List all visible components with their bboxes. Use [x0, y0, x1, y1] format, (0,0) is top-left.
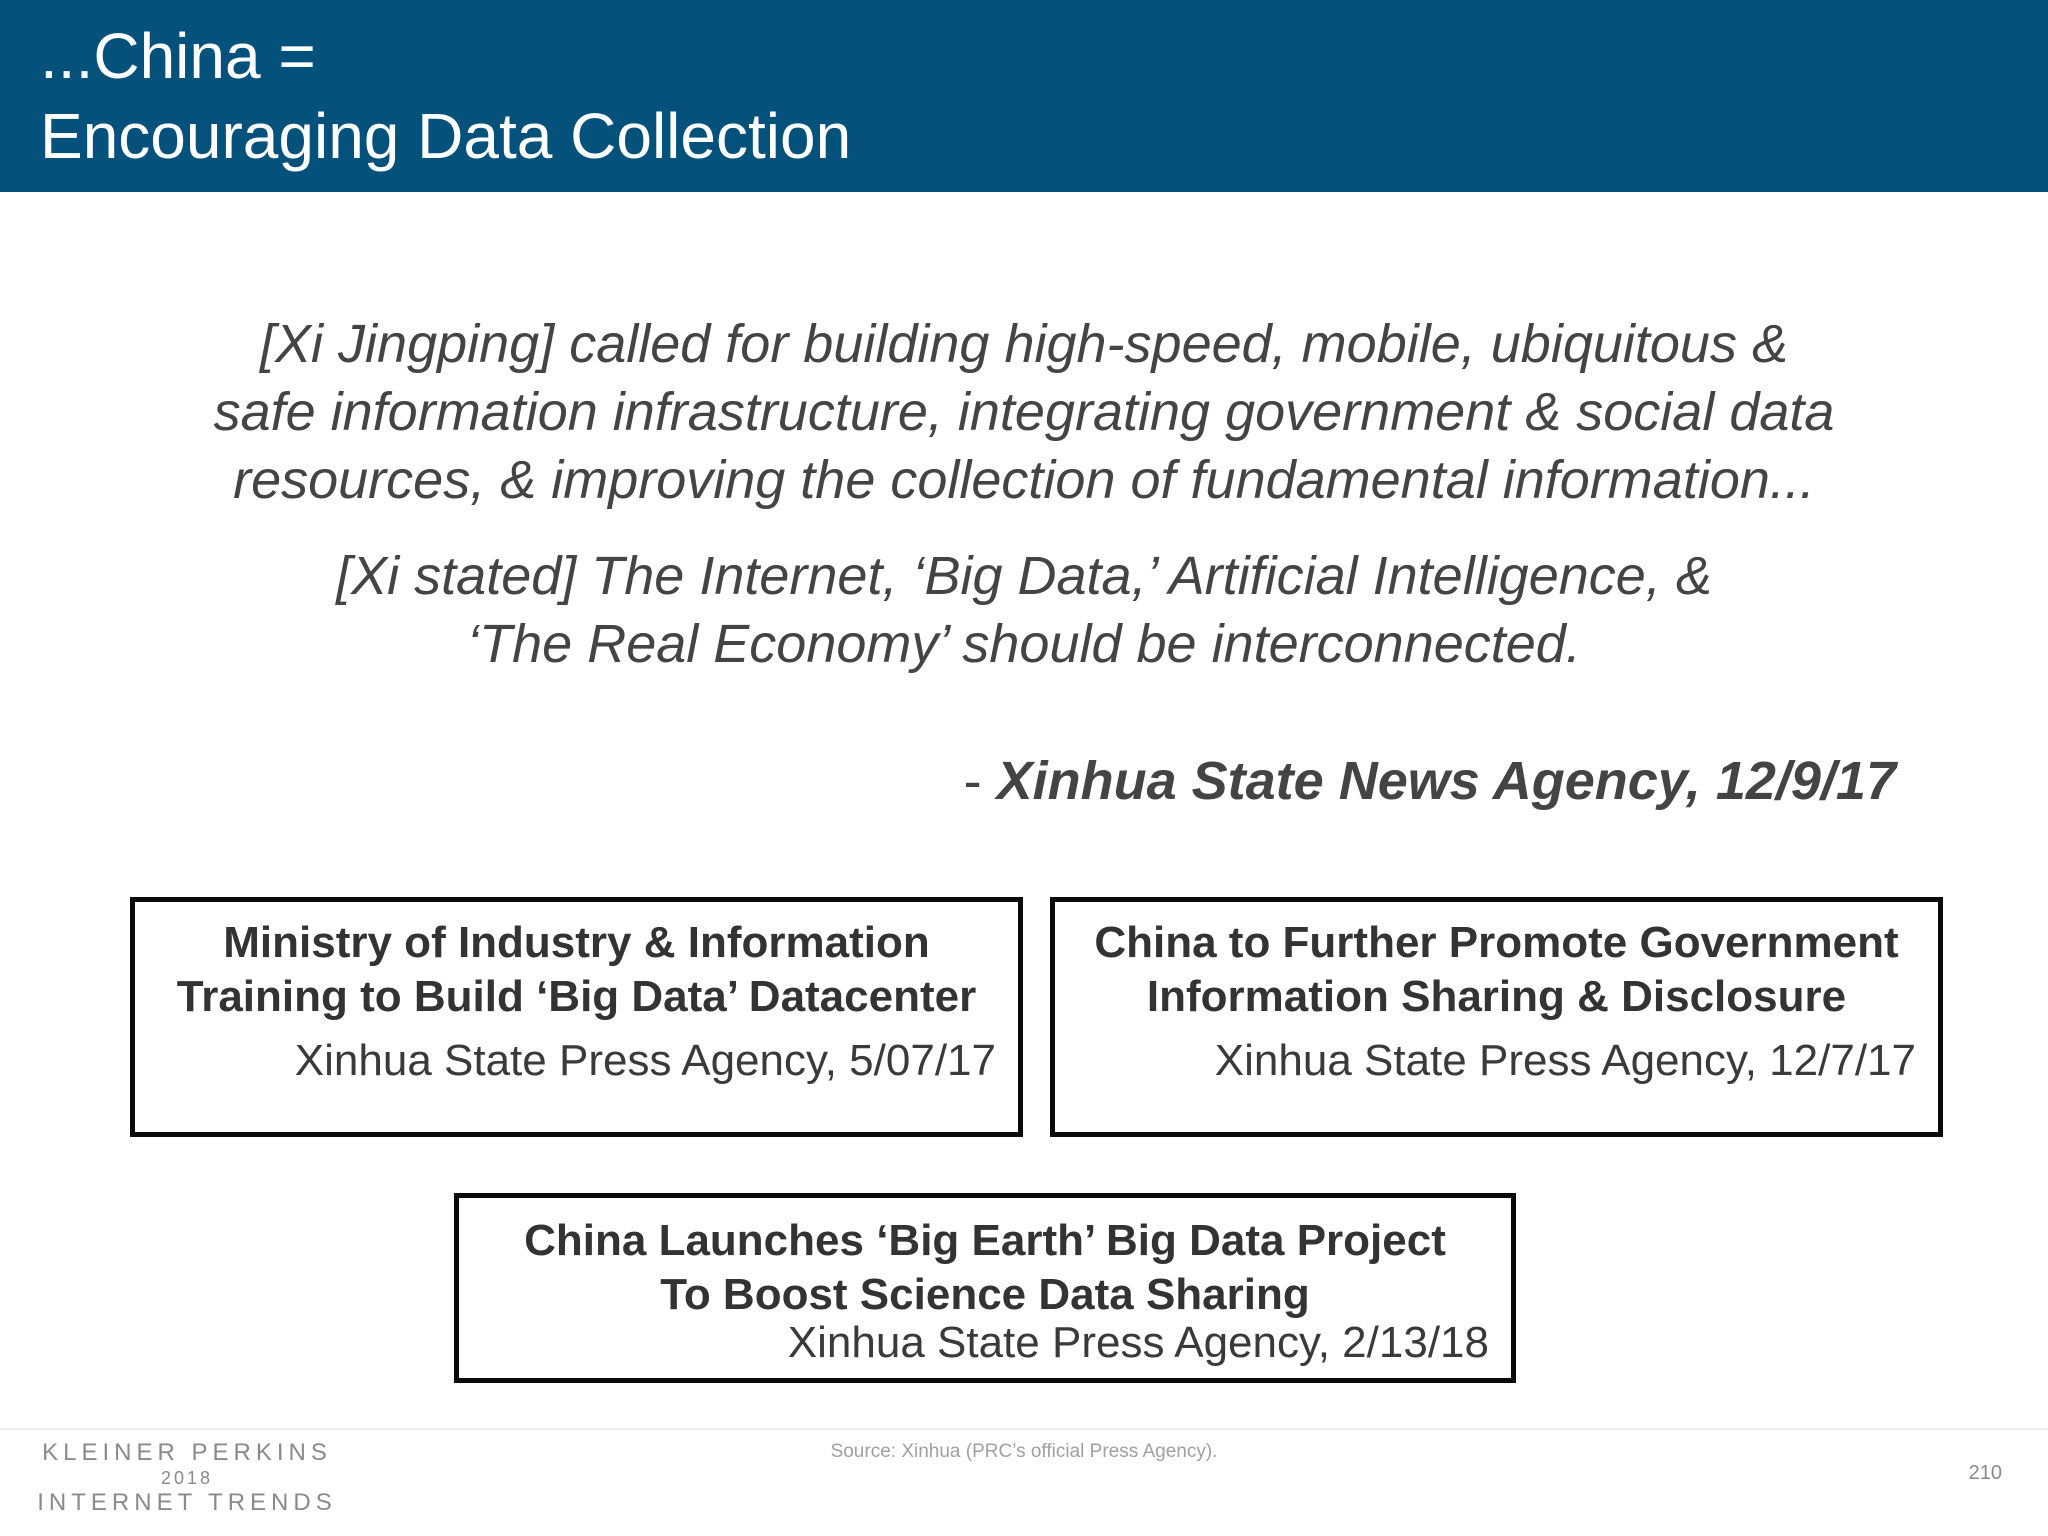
- headline-source: Xinhua State Press Agency, 5/07/17: [294, 1036, 996, 1085]
- headline-title-line: Ministry of Industry & Information: [223, 918, 930, 967]
- quote-paragraph-2: [0, 542, 2048, 678]
- headline-title-line: To Boost Science Data Sharing: [660, 1270, 1310, 1319]
- logo-year: 2018: [160, 1468, 214, 1488]
- quote-line: [Xi stated] The Internet, ‘Big Data,’ Artificial Intelligence, &: [336, 546, 1712, 606]
- headline-source: Xinhua State Press Agency, 12/7/17: [1214, 1036, 1916, 1085]
- logo-line-1: KLEINER PERKINS: [42, 1439, 332, 1466]
- headline-box-2: [1050, 897, 1943, 1137]
- headline-title: [135, 916, 1018, 1024]
- slide-header: [0, 0, 2048, 192]
- quote-line: resources, & improving the collection of fundamental information...: [233, 450, 1815, 510]
- headline-title-line: China to Further Promote Government: [1094, 918, 1899, 967]
- headline-title-line: Information Sharing & Disclosure: [1146, 972, 1847, 1021]
- logo-line-3: INTERNET TRENDS: [37, 1489, 337, 1516]
- slide-title-line-1: ...China =: [40, 20, 316, 92]
- quote-line: [Xi Jingping] called for building high-speed, mobile, ubiquitous &: [260, 314, 1788, 374]
- headline-source: Xinhua State Press Agency, 2/13/18: [787, 1318, 1489, 1367]
- quote-paragraph-1: [0, 310, 2048, 514]
- headline-box-3: [454, 1193, 1516, 1383]
- quote-attribution: [964, 748, 1896, 814]
- quote-line: ‘The Real Economy’ should be interconnected.: [467, 614, 1581, 674]
- headline-title: [1055, 916, 1938, 1024]
- headline-title-line: Training to Build ‘Big Data’ Datacenter: [176, 972, 977, 1021]
- quote-line: safe information infrastructure, integrating government & social data: [213, 382, 1835, 442]
- headline-title-line: China Launches ‘Big Earth’ Big Data Project: [524, 1216, 1446, 1265]
- headline-box-1: [130, 897, 1023, 1137]
- slide-title-line-2: Encouraging Data Collection: [40, 100, 852, 172]
- attribution-text: Xinhua State News Agency, 12/9/17: [996, 751, 1896, 811]
- page-number: 210: [1968, 1462, 2002, 1484]
- source-note: Source: Xinhua (PRC’s official Press Agency).: [830, 1441, 1218, 1462]
- footer-divider: [0, 1428, 2048, 1430]
- headline-title: [459, 1214, 1511, 1322]
- attribution-dash: -: [963, 751, 997, 811]
